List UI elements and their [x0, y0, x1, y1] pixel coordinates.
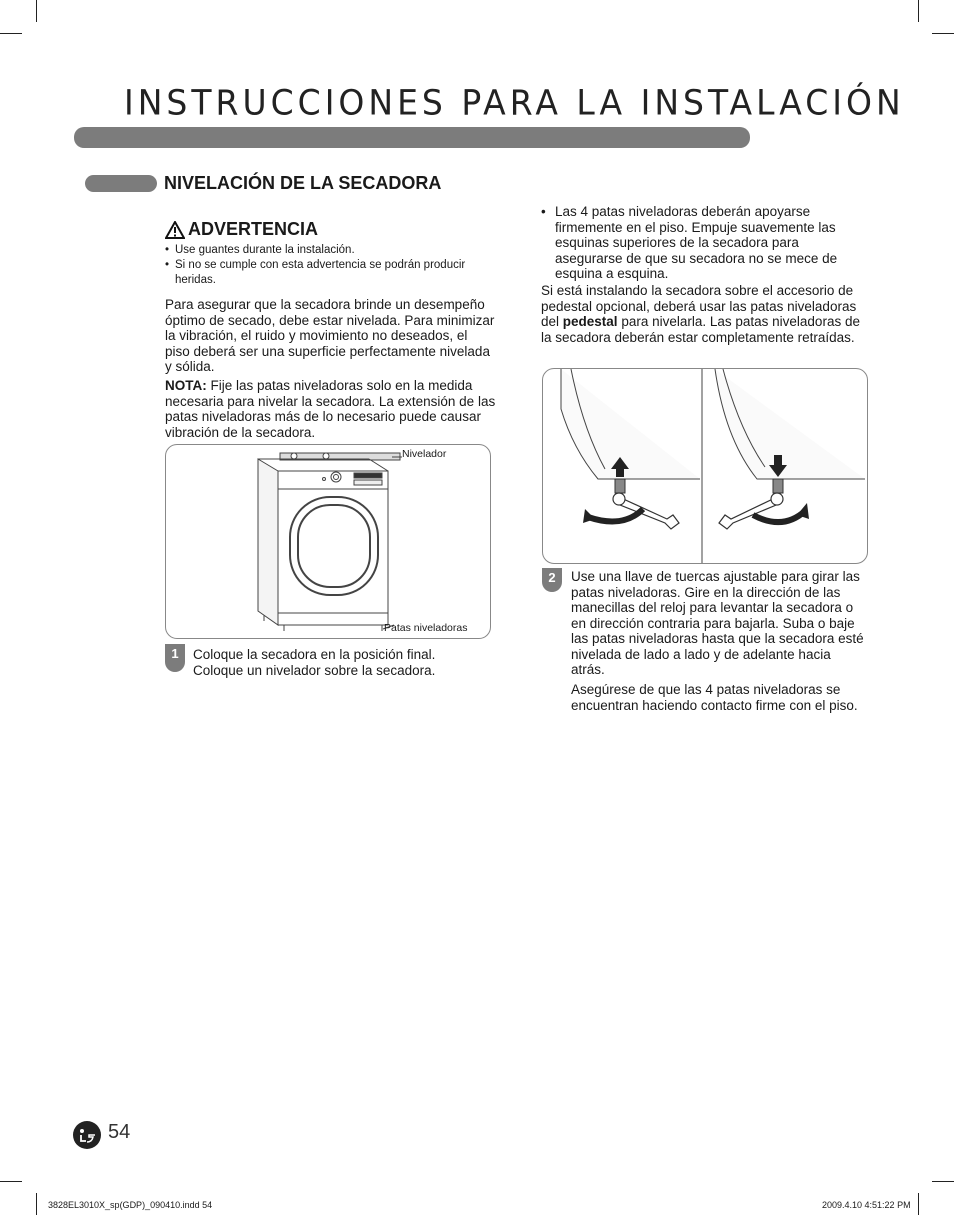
wrench-illustration [543, 369, 867, 563]
lg-logo [72, 1120, 102, 1155]
warning-item: • Si no se cumple con esta advertencia se podrán producir heridas. [165, 259, 466, 286]
step-2-note: Asegúrese de que las 4 patas niveladoras se encuentran haciendo contacto firme con el piso. [571, 682, 858, 713]
page-title: INSTRUCCIONES PARA LA INSTALACIÓN [124, 82, 905, 123]
warning-item: • Use guantes durante la instalación. [165, 244, 355, 256]
right-bullet: • Las 4 patas niveladoras deberán apoyarse firmemente en el piso. Empuje suavemente las esquinas superiores de la secadora para asegurarse de que su secadora no se mece de esquina a esquina. [541, 204, 838, 281]
crop-mark [0, 1181, 22, 1182]
footer-date: 2009.4.10 4:51:22 PM [822, 1200, 911, 1210]
crop-mark [932, 1181, 954, 1182]
crop-mark [918, 0, 919, 22]
warning-icon [165, 221, 185, 239]
step-1-text: Coloque la secadora en la posición final. Coloque un nivelador sobre la secadora. [193, 647, 436, 678]
step-1-badge: 1 [165, 644, 185, 672]
intro-paragraph: Para asegurar que la secadora brinde un desempeño óptimo de secado, debe estar nivelada. Para minimizar la vibración, el ruido y movimiento no deseados, el piso deberá ser una superficie perfectamente nivelada y sólida. [165, 297, 495, 374]
leveler-label: Nivelador [402, 448, 447, 460]
step-2-badge: 2 [542, 568, 562, 592]
step-2-text: Use una llave de tuercas ajustable para girar las patas niveladoras. Gire en la dirección de las manecillas del reloj para levantar la secadora o en dirección contraria para bajarla. Suba o baje las patas niveladoras hasta que la secadora esté nivelada de lado a lado y de adelante hacia atrás. [571, 569, 864, 677]
note-paragraph [165, 378, 497, 440]
warning-heading [165, 219, 318, 240]
lg-logo-icon [72, 1120, 102, 1150]
crop-mark [36, 0, 37, 22]
title-bar [74, 127, 750, 148]
footer-file: 3828EL3010X_sp(GDP)_090410.indd 54 [48, 1200, 213, 1210]
page-number: 54 [108, 1121, 131, 1143]
note-label: NOTA: [165, 378, 207, 393]
crop-mark [932, 33, 954, 34]
section-pill [85, 175, 157, 192]
crop-mark [0, 33, 22, 34]
section-title: NIVELACIÓN DE LA SECADORA [164, 173, 442, 193]
dryer-figure [165, 444, 491, 639]
warning-list [165, 243, 475, 288]
note-text: Fije las patas niveladoras solo en la medida necesaria para nivelar la secadora. La extensión de las patas niveladoras más de lo necesario puede causar vibración de la secadora. [165, 378, 496, 440]
wrench-figure [542, 368, 868, 564]
warning-title: ADVERTENCIA [188, 219, 319, 239]
crop-mark [36, 1193, 37, 1215]
dryer-illustration [166, 445, 490, 638]
pedestal-paragraph: Si está instalando la secadora sobre el accesorio de pedestal opcional, deberá usar las patas niveladoras del pedestal para nivelarla. Las patas niveladoras de la secadora deberán estar completamente retraídas. [541, 283, 860, 345]
crop-mark [918, 1193, 919, 1215]
legs-label: Patas niveladoras [384, 622, 468, 634]
